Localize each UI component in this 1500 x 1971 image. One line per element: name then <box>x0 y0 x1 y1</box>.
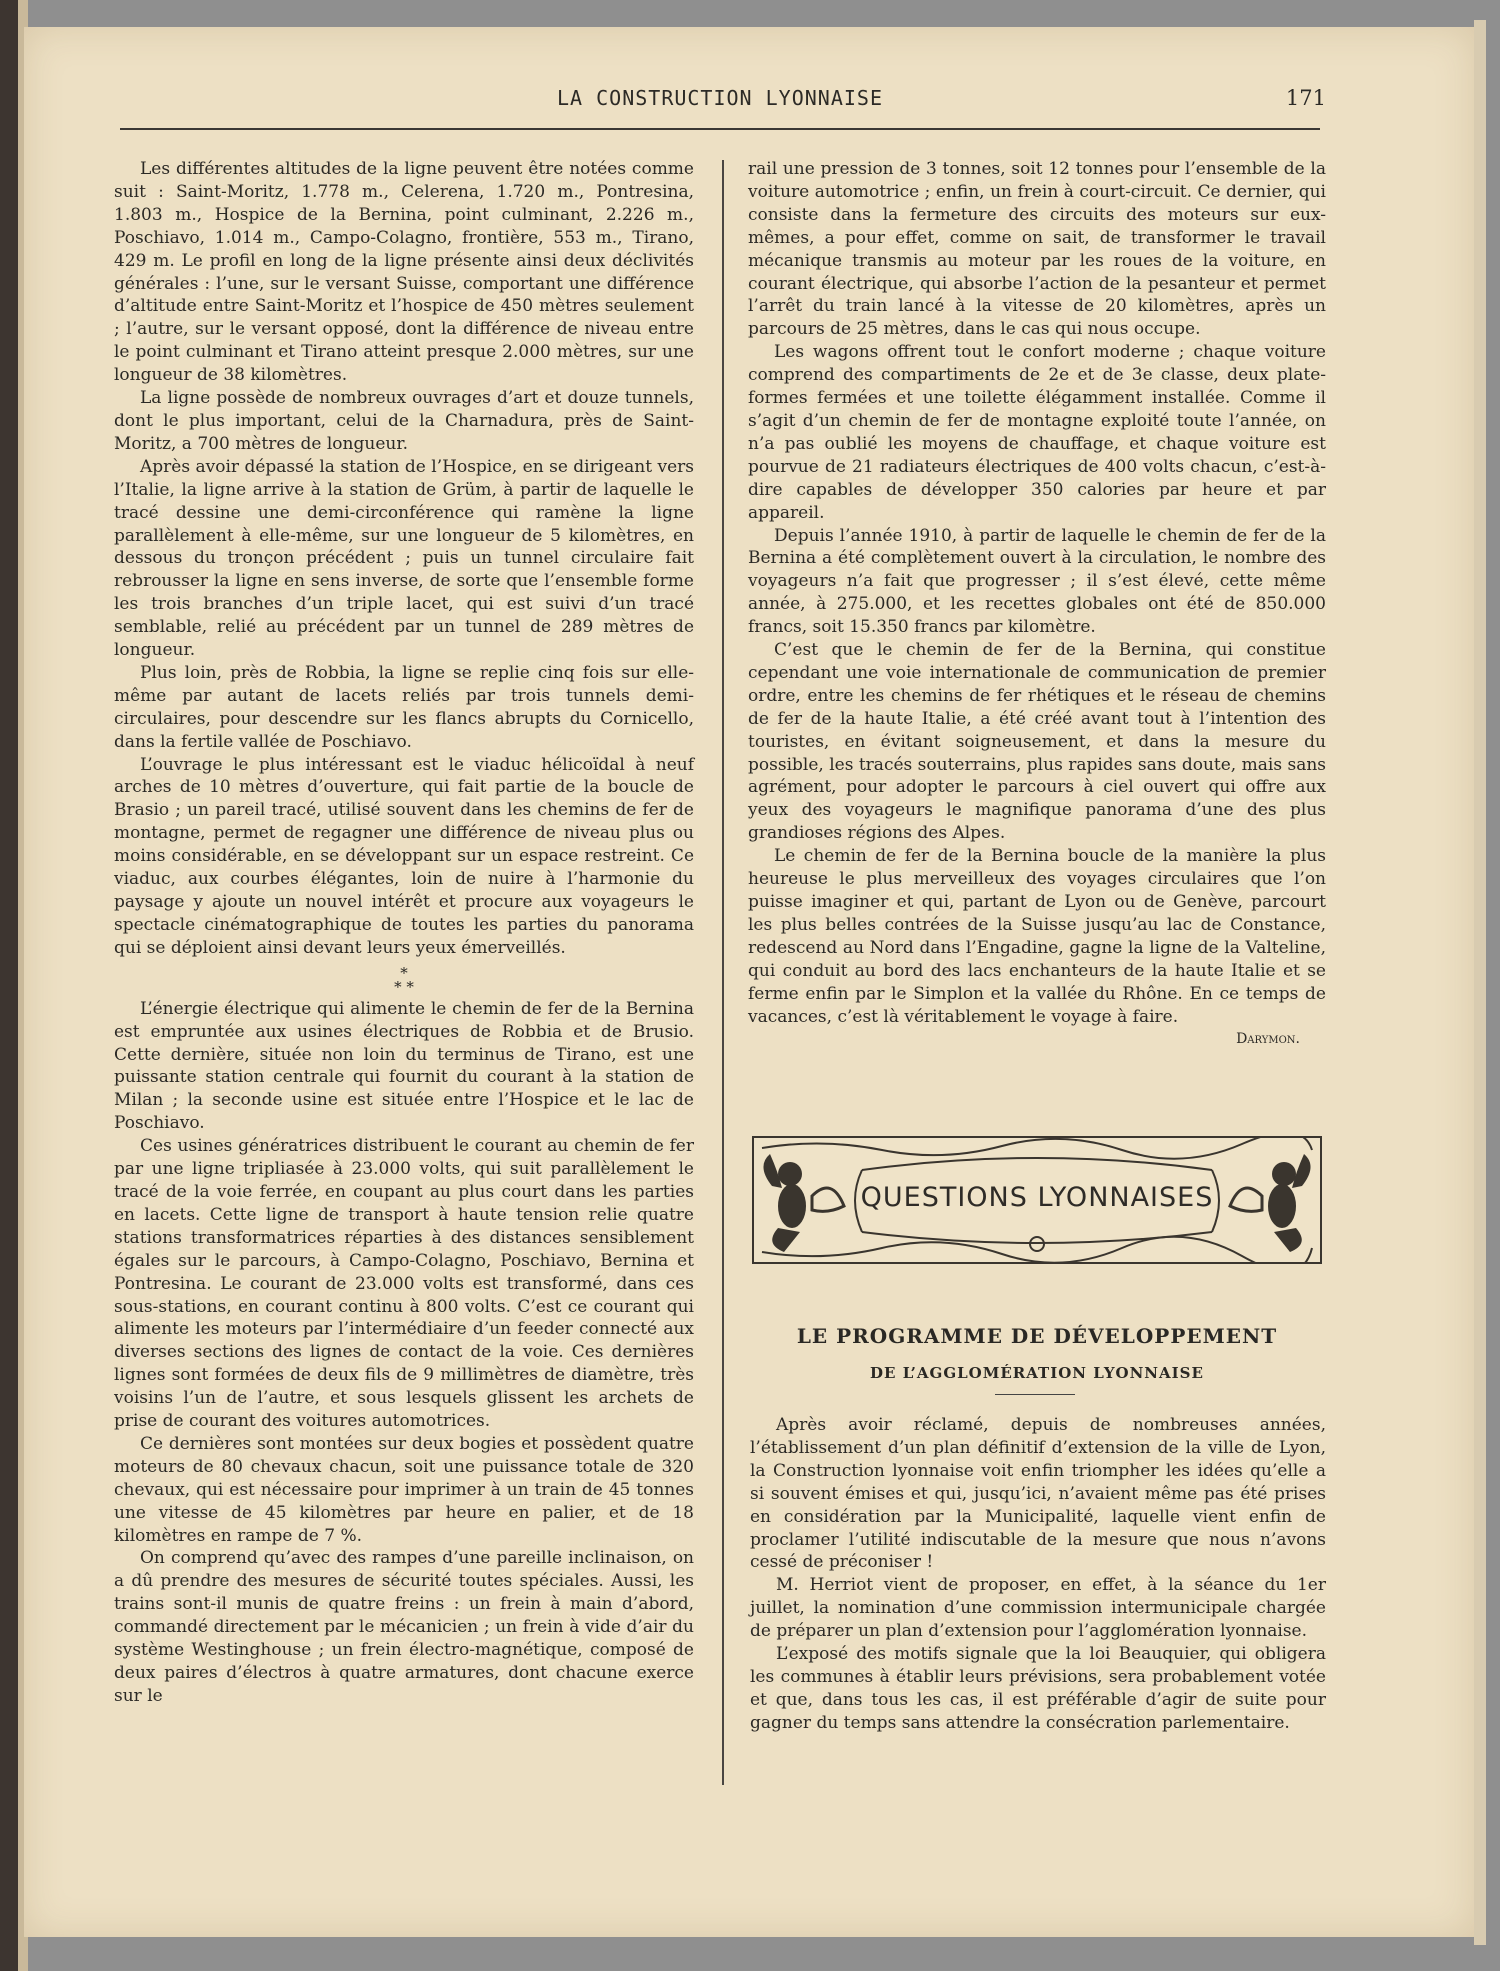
paragraph: L’ouvrage le plus intéressant est le viaduc hélicoïdal à neuf arches de 10 mètres d’ouverture, qui fait partie de la boucle de Brasio ; un pareil tracé, utilisé souvent dans les chemins de fer de montagne, permet de regagner une différence de niveau plus ou moins considérable, en se développant sur un espace restreint. Ce viaduc, aux courbes élégantes, loin de nuire à l’harmonie du paysage y ajoute un nouvel intérêt et procure aux voyageurs le spectacle cinématographique de toutes les parties du panorama qui se déploient ainsi devant leurs yeux émerveillés. <box>114 754 694 958</box>
paragraph: Ce dernières sont montées sur deux bogies et possèdent quatre moteurs de 80 chevaux chacun, soit une puissance totale de 320 chevaux, qui est nécessaire pour imprimer à un train de 45 tonnes une vitesse de 45 kilomètres par heure en palier, et de 18 kilomètres en rampe de 7 %. <box>114 1433 694 1546</box>
paragraph: Ces usines génératrices distribuent le courant au chemin de fer par une ligne tripliasée à 23.000 volts, qui suit parallèlement le tracé de la voie ferrée, en coupant au plus court dans les parties en lacets. Cette ligne de transport à haute tension relie quatre stations transformatrices réparties à des distances sensiblement égales sur le parcours, à Campo-Colagno, Poschiavo, Bernina et Pontresina. Le courant de 23.000 volts est transformé, dans ces sous-stations, en courant continu à 800 volts. C’est ce courant qui alimente les moteurs par l’intermédiaire d’un feeder connecté aux diverses sections des lignes de contact de la voie. Ces dernières lignes sont formées de deux fils de 9 millimètres de diamètre, très voisins l’un de l’autre, et sous lesquels glissent les archets de prise de courant des voitures automotrices. <box>114 1136 694 1432</box>
article-title: LE PROGRAMME DE DÉVELOPPEMENT <box>796 1324 1278 1348</box>
paragraph: La ligne possède de nombreux ouvrages d’art et douze tunnels, dont le plus important, celui de la Charnadura, près de Saint-Moritz, a 700 mètres de longueur. <box>114 388 694 454</box>
header-rule <box>120 128 1320 130</box>
paragraph: Plus loin, près de Robbia, la ligne se replie cinq fois sur elle-même par autant de lacets reliés par trois tunnels demi-circulaires, pour descendre sur les flancs abrupts du Cornicello, dans la fertile vallée de Poschiavo. <box>114 662 694 752</box>
article-body <box>750 1414 1326 1735</box>
paragraph: Les différentes altitudes de la ligne peuvent être notées comme suit : Saint-Moritz, 1.778 m., Celerena, 1.720 m., Pontresina, 1.803 m., Hospice de la Bernina, point culminant, 2.226 m., Poschiavo, 1.014 m., Campo-Colagno, frontière, 553 m., Tirano, 429 m. Le profil en long de la ligne présente ainsi deux déclivités générales : l’une, sur le versant Suisse, comportant une différence d’altitude entre Saint-Moritz et l’hospice de 450 mètres seulement ; l’autre, sur le versant opposé, dont la différence de niveau entre le point culminant et Tirano atteint presque 2.000 mètres, sur une longueur de 38 kilomètres. <box>114 159 694 386</box>
title-rule <box>995 1394 1075 1395</box>
paragraph: C’est que le chemin de fer de la Bernina, qui constitue cependant une voie internationale de communication de premier ordre, entre les chemins de fer rhétiques et le réseau de chemins de fer de la haute Italie, a été créé avant tout à l’intention des touristes, en évitant soigneusement, et dans la mesure du possible, les tracés souterrains, plus rapides sans doute, mais sans agrément, pour adopter le parcours à ciel ouvert qui offre aux yeux des voyageurs le magnifique panorama d’une des plus grandioses régions des Alpes. <box>748 640 1326 844</box>
paragraph: rail une pression de 3 tonnes, soit 12 tonnes pour l’ensemble de la voiture automotrice ; enfin, un frein à court-circuit. Ce dernier, qui consiste dans la fermeture des circuits des moteurs sur eux-mêmes, a pour effet, comme on sait, de transformer le travail mécanique transmis au moteur par les roues de la voiture, en courant électrique, qui absorbe l’action de la pesanteur et permet l’arrêt du train lancé à la vitesse de 20 kilomètres, après un parcours de 25 mètres, dans le cas qui nous occupe. <box>748 159 1326 340</box>
paragraph: M. Herriot vient de proposer, en effet, à la séance du 1er juillet, la nomination d’une commission intermunicipale chargée de préparer un plan d’extension pour l’agglomération lyonnaise. <box>750 1575 1326 1642</box>
paragraph: L’énergie électrique qui alimente le chemin de fer de la Bernina est empruntée aux usines électriques de Robbia et de Brusio. Cette dernière, située non loin du terminus de Tirano, est une puissante station centrale qui fournit du courant à la station de Milan ; la seconde usine est située entre l’Hospice et le lac de Poschiavo. <box>114 998 694 1134</box>
paragraph: Le chemin de fer de la Bernina boucle de la manière la plus heureuse le plus merveilleux des voyages circulaires que l’on puisse imaginer et qui, partant de Lyon ou de Genève, parcourt les plus belles contrées de la Suisse jusqu’au lac de Constance, redescend au Nord dans l’Engadine, gagne la ligne de la Valteline, qui conduit au bord des lacs enchanteurs de la haute Italie et se ferme enfin par le Simplon et la vallée du Rhône. En ce temps de vacances, c’est là véritablement le voyage à faire. <box>748 846 1326 1027</box>
column-divider <box>722 160 724 1785</box>
paragraph: Depuis l’année 1910, à partir de laquelle le chemin de fer de la Bernina a été complètement ouvert à la circulation, le nombre des voyageurs n’a fait que progresser ; il s’est élevé, cette même année, à 275.000, et les recettes globales ont été de 850.000 francs, soit 15.350 francs par kilomètre. <box>748 525 1326 638</box>
separator-star-top: * <box>400 963 408 982</box>
page-edge <box>1474 20 1486 1945</box>
right-column <box>748 158 1326 1051</box>
paragraph: Après avoir dépassé la station de l’Hospice, en se dirigeant vers l’Italie, la ligne arrive à la station de Grüm, à partir de laquelle le tracé dessine une demi-circonférence qui ramène la ligne parallèlement à elle-même, sur une longueur de 5 kilomètres, en dessous du tronçon précédent ; puis un tunnel circulaire fait rebrousser la ligne en sens inverse, de sorte que l’ensemble forme les trois branches d’un triple lacet, qui est suivi d’un tracé semblable, relié au précédent par un tunnel de 289 mètres de longueur. <box>114 456 694 661</box>
page-number: 171 <box>1285 86 1326 110</box>
section-banner <box>752 1136 1322 1264</box>
paragraph: L’exposé des motifs signale que la loi Beauquier, qui obligera les communes à établir leurs prévisions, sera probablement votée et que, dans tous les cas, il est préférable d’agir de suite pour gagner du temps sans attendre la consécration parlementaire. <box>750 1644 1326 1733</box>
separator-star-bottom: * * <box>394 977 414 996</box>
signature: Darymon. <box>1236 1031 1300 1048</box>
running-title: LA CONSTRUCTION LYONNAISE <box>556 86 884 110</box>
page-header <box>120 58 1326 118</box>
section-separator <box>114 963 694 996</box>
paragraph: Après avoir réclamé, depuis de nombreuses années, l’établissement d’un plan définitif d’extension de la ville de Lyon, la Construction lyonnaise voit enfin triompher les idées qu’elle a si souvent émises et qui, jusqu’ici, n’avaient même pas été prises en considération par la Municipalité, laquelle vient enfin de proclamer l’utilité indiscutable de la mesure que nous n’avons cessé de préconiser ! <box>750 1415 1326 1573</box>
left-column <box>114 158 694 1708</box>
paragraph: On comprend qu’avec des rampes d’une pareille inclinaison, on a dû prendre des mesures de sécurité toutes spéciales. Aussi, les trains sont-il munis de quatre freins : un frein à main d’abord, commandé directement par le mécanicien ; un frein à vide d’air du système Westinghouse ; un frein électro-magnétique, composé de deux paires d’électros à quatre armatures, dont chacune exerce sur le <box>114 1548 694 1706</box>
banner-title: QUESTIONS LYONNAISES <box>860 1182 1214 1213</box>
paragraph: Les wagons offrent tout le confort moderne ; chaque voiture comprend des compartiments de 2e et de 3e classe, deux plate-formes fermées et une toilette élégamment installée. Comme il s’agit d’un chemin de fer de montagne exploité toute l’année, on n’a pas oublié les moyens de chauffage, et chaque voiture est pourvue de 21 radiateurs électriques de 400 volts chacun, c’est-à-dire capables de développer 350 calories par heure et par appareil. <box>748 342 1326 523</box>
article-subtitle: DE L’AGGLOMÉRATION LYONNAISE <box>870 1364 1204 1382</box>
